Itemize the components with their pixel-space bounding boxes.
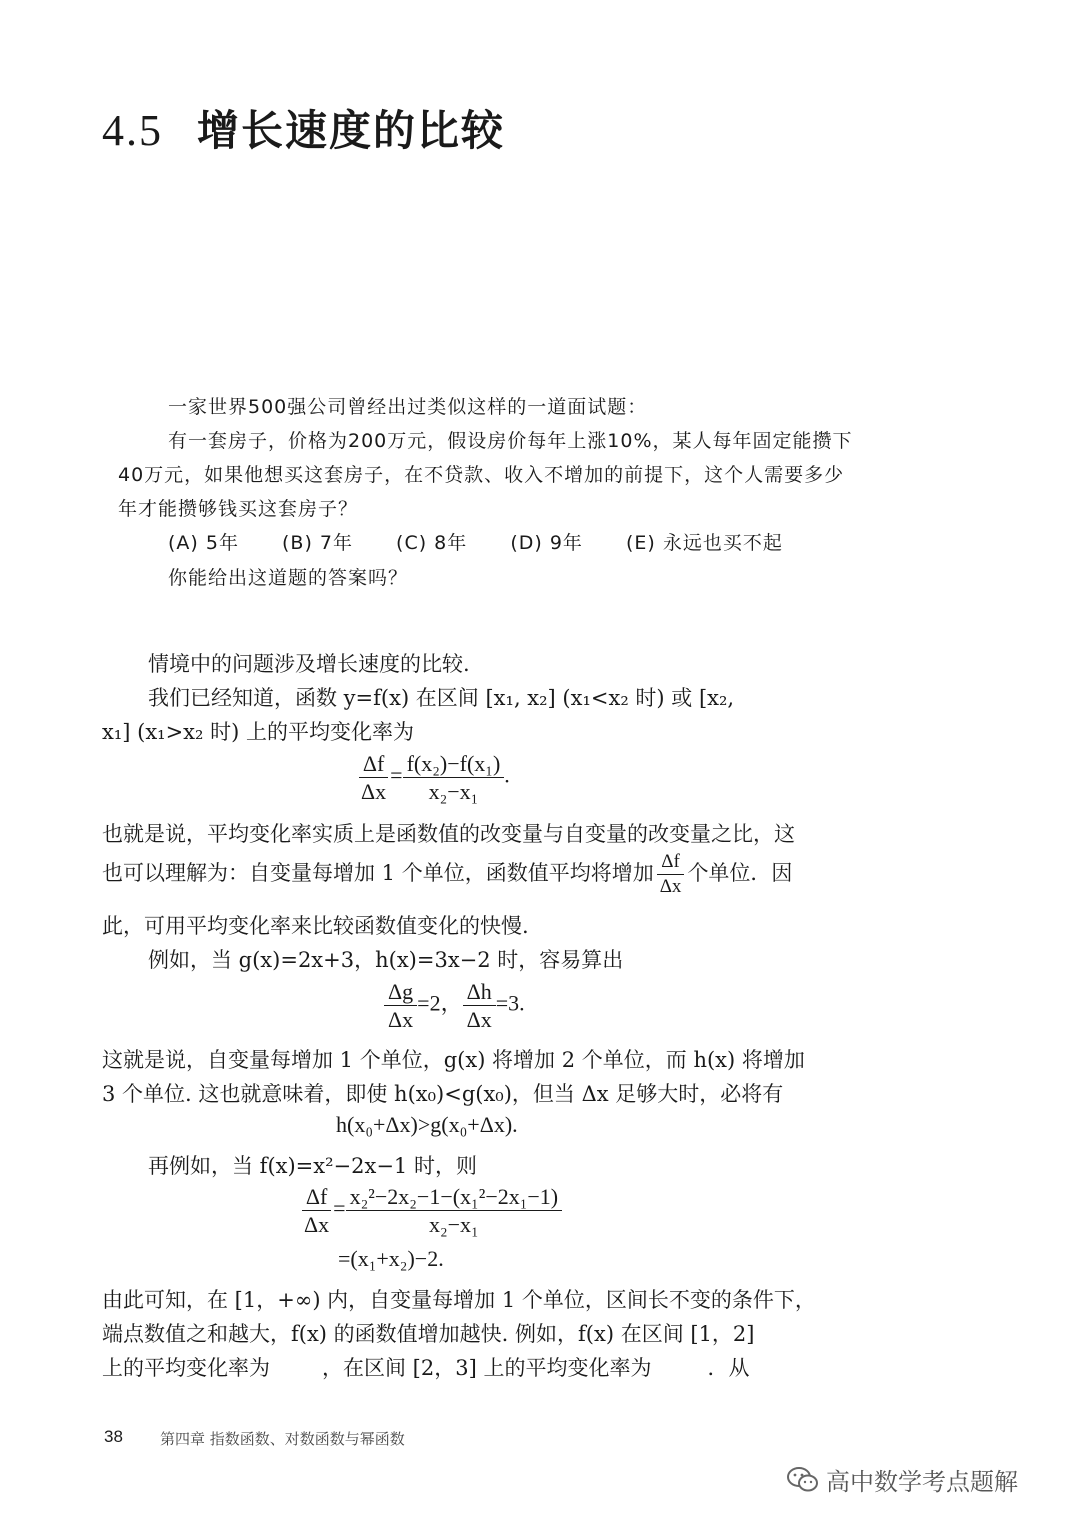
formula2-g-num: Δg [384, 980, 417, 1006]
option-d: (D) 9年 [510, 532, 583, 554]
formula1-rnum: f(x₂)−f(x₁) [403, 752, 505, 778]
intro-line-3: 40万元，如果他想买这套房子，在不贷款、收入不增加的前提下，这个人需要多少 [118, 464, 845, 486]
inline-frac-num: Δf [657, 852, 684, 875]
formula-gh-rates [384, 980, 525, 1031]
paragraph-3b-post: 个单位．因 [687, 860, 793, 885]
paragraph-4: 例如，当 g(x)=2x+3，h(x)=3x−2 时，容易算出 [148, 948, 624, 972]
formula1-end: . [504, 762, 510, 788]
formula4-eq: = [333, 1195, 346, 1221]
formula-quadratic-rate [300, 1185, 562, 1236]
formula1-num: Δf [359, 752, 388, 778]
section-title [102, 98, 505, 158]
formula2-g-val: =2， [417, 990, 463, 1016]
paragraph-5a: 这就是说，自变量每增加 1 个单位，g(x) 将增加 2 个单位，而 h(x) 将增加 [102, 1048, 805, 1072]
paragraph-3b [102, 852, 792, 897]
formula4-num: Δf [302, 1185, 331, 1211]
paragraph-3a: 也就是说，平均变化率实质上是函数值的改变量与自变量的改变量之比，这 [102, 822, 795, 846]
formula1-den: Δx [361, 779, 387, 805]
answer-options [168, 528, 783, 555]
paragraph-2b: x₁] (x₁>x₂ 时) 上的平均变化率为 [102, 720, 414, 744]
formula2-h-val: =3. [495, 990, 525, 1016]
formula-average-rate [357, 752, 510, 803]
section-number: 4.5 [102, 106, 163, 155]
paragraph-7b: 端点数值之和越大，f(x) 的函数值增加越快. 例如，f(x) 在区间 [1，2] [102, 1322, 755, 1346]
inline-frac-den: Δx [659, 875, 682, 897]
section-title-text: 增长速度的比较 [197, 106, 506, 155]
option-b: (B) 7年 [282, 532, 353, 554]
formula4-rnum: x₂²−2x₂−1−(x₁²−2x₁−1) [346, 1185, 563, 1211]
formula1-eq: = [390, 762, 403, 788]
formula2-h-num: Δh [463, 980, 496, 1006]
paragraph-3b-pre: 也可以理解为：自变量每增加 1 个单位，函数值平均将增加 [102, 860, 654, 885]
intro-line-1: 一家世界500强公司曾经出过类似这样的一道面试题： [168, 396, 648, 418]
chapter-footer: 第四章 指数函数、对数函数与幂函数 [160, 1430, 405, 1448]
formula2-g-den: Δx [388, 1007, 414, 1033]
watermark-text: 高中数学考点题解 [826, 1468, 1018, 1496]
formula4-den: Δx [304, 1212, 330, 1238]
paragraph-2a: 我们已经知道，函数 y=f(x) 在区间 [x₁, x₂] (x₁<x₂ 时) 或 [x₂, [148, 686, 735, 710]
page-number: 38 [104, 1427, 123, 1446]
paragraph-5b: 3 个单位. 这也就意味着，即使 h(x₀)<g(x₀)，但当 Δx 足够大时，必将有 [102, 1082, 784, 1106]
paragraph-6: 再例如，当 f(x)=x²−2x−1 时，则 [148, 1154, 477, 1178]
paragraph-1: 情境中的问题涉及增长速度的比较. [148, 652, 470, 676]
paragraph-7a: 由此可知，在 [1，+∞) 内，自变量每增加 1 个单位，区间长不变的条件下， [102, 1288, 816, 1312]
option-c: (C) 8年 [396, 532, 468, 554]
paragraph-7c-c: ．从 [707, 1356, 750, 1380]
paragraph-7c-a: 上的平均变化率为 [102, 1356, 270, 1380]
paragraph-7c-b: ，在区间 [2，3] 上的平均变化率为 [322, 1356, 652, 1380]
formula4-rden: x₂−x₁ [428, 1212, 479, 1238]
paragraph-7c [102, 1352, 749, 1382]
formula2-h-den: Δx [466, 1007, 492, 1033]
intro-line-2: 有一套房子，价格为200万元，假设房价每年上涨10%，某人每年固定能攒下 [168, 430, 853, 452]
option-a: (A) 5年 [168, 532, 239, 554]
wechat-icon [786, 1466, 820, 1500]
intro-line-4: 年才能攒够钱买这套房子？ [118, 498, 359, 520]
intro-question: 你能给出这道题的答案吗？ [168, 567, 409, 589]
formula-quadratic-result: =(x₁+x₂)−2. [338, 1246, 444, 1271]
option-e: (E) 永远也买不起 [625, 532, 783, 554]
formula1-rden: x₂−x₁ [428, 779, 479, 805]
paragraph-3c: 此，可用平均变化率来比较函数值变化的快慢. [102, 914, 529, 938]
watermark [786, 1462, 1018, 1500]
formula-inequality: h(x₀+Δx)>g(x₀+Δx). [336, 1112, 518, 1137]
